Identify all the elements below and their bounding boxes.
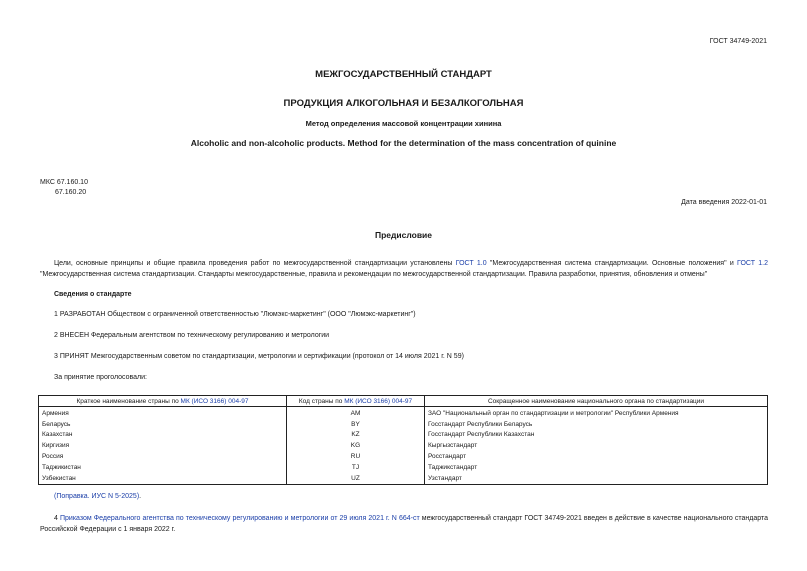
country-code: KG bbox=[287, 440, 425, 451]
country-code: RU bbox=[287, 451, 425, 462]
country-name: Беларусь bbox=[39, 419, 287, 430]
table-row bbox=[39, 407, 768, 419]
item-enacted: 4 Приказом Федерального агентства по техническому регулированию и метрологии от 29 июля 2021 г. N 664-ст межгосударственный стандарт ГОСТ 34749-2021 введен в действие в качестве национального стандарта Российской Федерации с 1 января 2022 г. bbox=[40, 515, 768, 533]
table-row bbox=[39, 473, 768, 484]
amendment-note: (Поправка. ИУС N 5-2025). bbox=[54, 493, 142, 500]
vote-label: За принятие проголосовали: bbox=[54, 374, 147, 381]
country-code: KZ bbox=[287, 430, 425, 441]
document-title: ПРОДУКЦИЯ АЛКОГОЛЬНАЯ И БЕЗАЛКОГОЛЬНАЯ bbox=[283, 98, 524, 109]
mks-code-1: МКС 67.160.10 bbox=[40, 179, 88, 186]
table-row bbox=[39, 440, 768, 451]
document-title-english: Alcoholic and non-alcoholic products. Method for the determination of the mass concentration of quinine bbox=[190, 138, 617, 148]
item-adopted: 3 ПРИНЯТ Межгосударственным советом по стандартизации, метрологии и сертификации (протокол от 14 июля 2021 г. N 59) bbox=[54, 353, 464, 360]
header-country-code: Код страны по МК (ИСО 3166) 004-97 bbox=[287, 396, 425, 407]
header-standards-body: Сокращенное наименование национального органа по стандартизации bbox=[425, 396, 768, 407]
item-submitted: 2 ВНЕСЕН Федеральным агентством по техническому регулированию и метрологии bbox=[54, 332, 330, 339]
table-row bbox=[39, 462, 768, 473]
mks-code-2: 67.160.20 bbox=[55, 189, 87, 196]
country-code: UZ bbox=[287, 473, 425, 484]
country-name: Узбекистан bbox=[39, 473, 287, 484]
country-name: Казахстан bbox=[39, 430, 287, 441]
standards-body: Росстандарт bbox=[425, 451, 768, 462]
standards-body: Узстандарт bbox=[425, 473, 768, 484]
order-link[interactable]: Приказом Федерального агентства по техническому регулированию и метрологии от 29 июля 2021 г. N 664-ст bbox=[60, 515, 420, 522]
document-subtitle: Метод определения массовой концентрации хинина bbox=[305, 119, 502, 128]
standard-code: ГОСТ 34749-2021 bbox=[709, 38, 767, 45]
mk-iso-link[interactable]: МК (ИСО 3166) 004-97 bbox=[344, 397, 413, 405]
intro-text-3: "Межгосударственная система стандартизации. Стандарты межгосударственные, правила и рекомендации по межгосударственной стандартизации. Правила разработки, принятия, обновления и отмены" bbox=[40, 271, 708, 278]
standards-body: ЗАО "Национальный орган по стандартизации и метрологии" Республики Армения bbox=[425, 407, 768, 419]
table-header-row bbox=[39, 396, 768, 407]
country-name: Таджикистан bbox=[39, 462, 287, 473]
introduction-date: Дата введения 2022-01-01 bbox=[681, 199, 767, 206]
table-row bbox=[39, 430, 768, 441]
country-name: Армения bbox=[39, 407, 287, 419]
mks-block bbox=[40, 178, 88, 198]
standards-body: Таджикстандарт bbox=[425, 462, 768, 473]
item-developed: 1 РАЗРАБОТАН Обществом с ограниченной ответственностью "Люмэкс-маркетинг" (ООО "Люмэкс-маркетинг") bbox=[54, 311, 416, 318]
table-row bbox=[39, 419, 768, 430]
standards-body: Госстандарт Республики Беларусь bbox=[425, 419, 768, 430]
table-row bbox=[39, 451, 768, 462]
gost-1-2-link[interactable]: ГОСТ 1.2 bbox=[737, 260, 768, 267]
standards-body: Кыргызстандарт bbox=[425, 440, 768, 451]
country-name: Киргизия bbox=[39, 440, 287, 451]
gost-1-0-link[interactable]: ГОСТ 1.0 bbox=[455, 260, 487, 267]
country-code: BY bbox=[287, 419, 425, 430]
intro-text-2: "Межгосударственная система стандартизации. Основные положения" и bbox=[486, 260, 738, 267]
country-name: Россия bbox=[39, 451, 287, 462]
standards-body: Госстандарт Республики Казахстан bbox=[425, 430, 768, 441]
document-category: МЕЖГОСУДАРСТВЕННЫЙ СТАНДАРТ bbox=[315, 69, 492, 80]
mk-iso-link[interactable]: МК (ИСО 3166) 004-97 bbox=[180, 397, 249, 405]
amendment-link[interactable]: (Поправка. ИУС N 5-2025) bbox=[54, 493, 140, 500]
item-enacted-text: межгосударственный стандарт ГОСТ 34749-2021 введен в действие в качестве национального стандарта Российской Федерации с 1 января 2022 г. bbox=[40, 515, 768, 533]
header-country-name: Краткое наименование страны по МК (ИСО 3166) 004-97 bbox=[39, 396, 287, 407]
foreword-heading: Предисловие bbox=[374, 230, 433, 240]
country-code: TJ bbox=[287, 462, 425, 473]
voting-countries-table bbox=[38, 395, 768, 485]
country-code: AM bbox=[287, 407, 425, 419]
intro-text-1: Цели, основные принципы и общие правила проведения работ по межгосударственной стандартизации установлены bbox=[54, 260, 456, 267]
section-heading: Сведения о стандарте bbox=[54, 291, 132, 298]
intro-paragraph bbox=[40, 258, 768, 280]
